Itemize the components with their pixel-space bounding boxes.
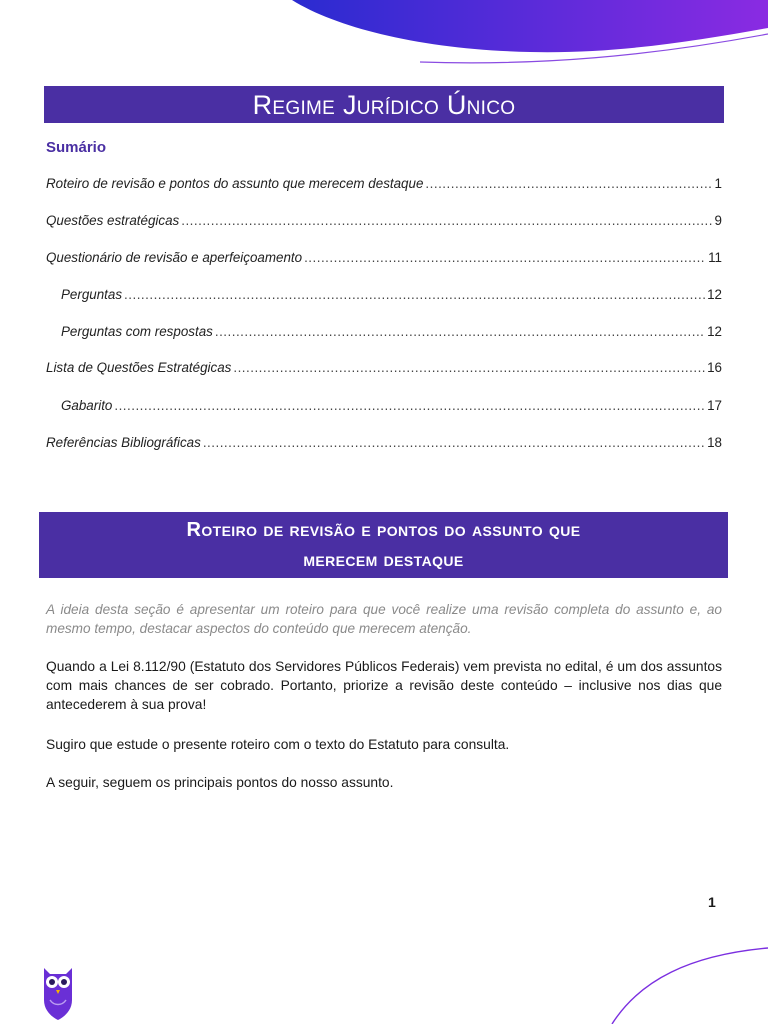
toc-leader-dots xyxy=(181,213,712,228)
toc-item-label: Questões estratégicas xyxy=(46,213,180,228)
body-paragraph: A seguir, seguem os principais pontos do nosso assunto. xyxy=(46,775,394,790)
owl-logo-icon xyxy=(40,960,76,1020)
toc-item-label: Gabarito xyxy=(61,398,113,413)
toc-leader-dots xyxy=(233,360,705,375)
body-paragraph: Sugiro que estude o presente roteiro com o texto do Estatuto para consulta. xyxy=(46,737,510,752)
toc-leader-dots xyxy=(425,176,712,191)
toc-item-label: Roteiro de revisão e pontos do assunto que merecem destaque xyxy=(46,176,424,191)
toc-subitem[interactable] xyxy=(61,324,722,344)
toc-item-page: 12 xyxy=(707,324,722,339)
toc-item-page: 1 xyxy=(714,176,722,191)
toc-item[interactable] xyxy=(46,250,722,270)
toc-leader-dots xyxy=(114,398,705,413)
toc-item[interactable] xyxy=(46,176,722,196)
body-paragraph: Quando a Lei 8.112/90 (Estatuto dos Servidores Públicos Federais) vem prevista no edital, é um dos assuntos com mais chances de ser cobrado. Portanto, priorize a revisão deste conteúdo – inclusive nos dias que antecederem à sua prova! xyxy=(46,659,722,712)
toc-item-label: Perguntas xyxy=(61,287,123,302)
toc-item[interactable] xyxy=(46,213,722,233)
bottom-curve-decoration xyxy=(0,930,768,1024)
top-wave-decoration xyxy=(0,0,768,70)
toc-item-label: Perguntas com respostas xyxy=(61,324,213,339)
toc-subitem[interactable] xyxy=(61,398,722,418)
summary-heading: Sumário xyxy=(46,139,107,156)
section-intro: A ideia desta seção é apresentar um roteiro para que você realize uma revisão completa do assunto e, ao mesmo tempo, destacar aspectos do conteúdo que merecem atenção. xyxy=(46,602,722,636)
toc-item[interactable] xyxy=(46,360,722,380)
toc-item-label: Questionário de revisão e aperfeiçoamento xyxy=(46,250,303,265)
toc-leader-dots xyxy=(215,324,705,339)
toc-item-label: Referências Bibliográficas xyxy=(46,435,201,450)
toc-item-page: 12 xyxy=(707,287,722,302)
toc-item-page: 16 xyxy=(707,360,722,375)
toc-item-page: 17 xyxy=(707,398,722,413)
toc-item-page: 11 xyxy=(708,250,722,265)
toc-leader-dots xyxy=(124,287,705,302)
toc-item-page: 18 xyxy=(707,435,722,450)
section-heading xyxy=(39,512,728,578)
section-heading-line1: Roteiro de revisão e pontos do assunto que xyxy=(186,519,581,541)
document-title: Regime Jurídico Único xyxy=(44,86,724,123)
toc-item[interactable] xyxy=(46,435,722,455)
section-heading-line2: merecem destaque xyxy=(303,549,464,571)
toc-item-label: Lista de Questões Estratégicas xyxy=(46,360,232,375)
toc-item-page: 9 xyxy=(714,213,722,228)
toc-leader-dots xyxy=(304,250,706,265)
toc-subitem[interactable] xyxy=(61,287,722,307)
page-number: 1 xyxy=(708,894,716,910)
toc-leader-dots xyxy=(203,435,705,450)
